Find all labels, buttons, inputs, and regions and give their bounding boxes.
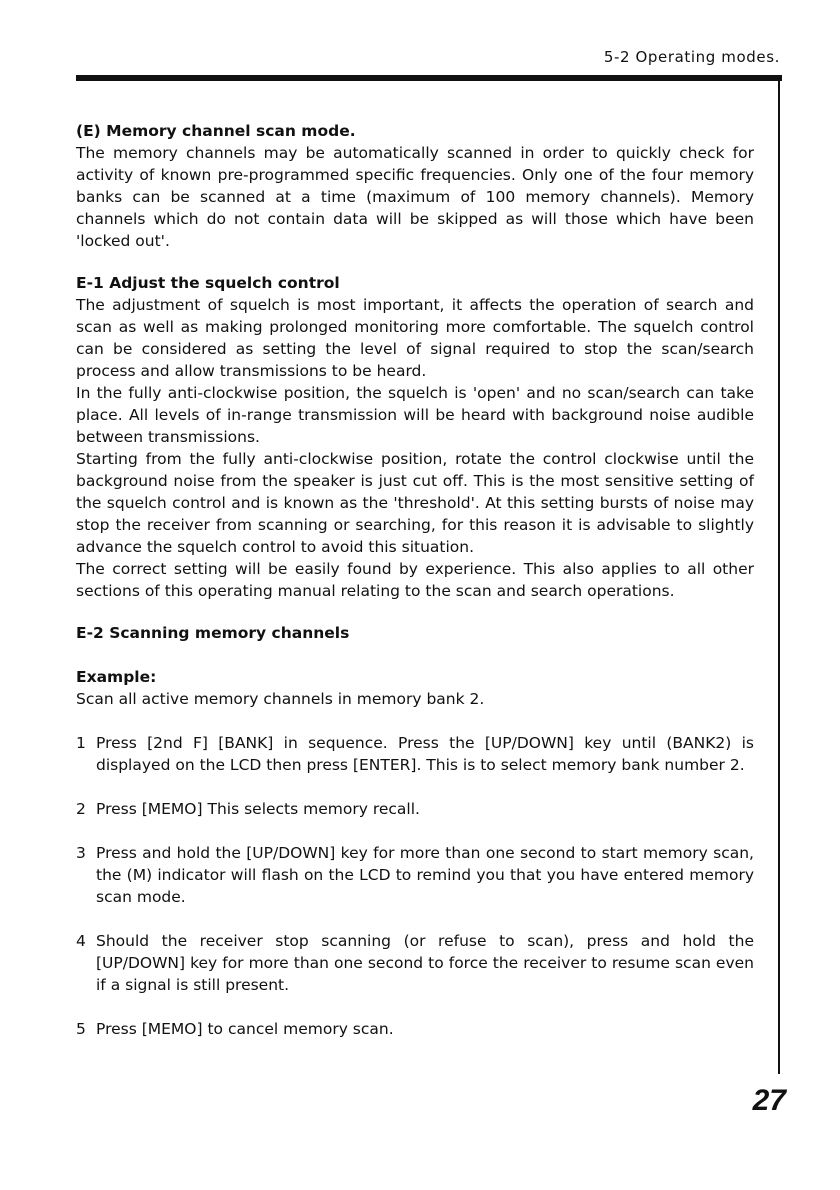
- step-text: Should the receiver stop scanning (or refuse to scan), press and hold the [UP/DOWN] key for more than one second to force the receiver to resume scan even if a signal is still present.: [96, 932, 754, 994]
- step-item-3: [76, 842, 754, 908]
- section-e-heading: (E) Memory channel scan mode.: [76, 122, 356, 140]
- section-e1-heading: E-1 Adjust the squelch control: [76, 274, 340, 292]
- page-content: [76, 120, 754, 1040]
- section-e1-paragraph-4: The correct setting will be easily found by experience. This also applies to all other sections of this operating manual relating to the scan and search operations.: [76, 560, 754, 600]
- section-e1-paragraph-2: In the fully anti-clockwise position, the squelch is 'open' and no scan/search can take place. All levels of in-range transmission will be heard with background noise audible between transmissions.: [76, 384, 754, 446]
- step-item-5: [76, 1018, 754, 1040]
- section-e2-heading: E-2 Scanning memory channels: [76, 624, 350, 642]
- right-margin-rule: [778, 80, 780, 1074]
- example-text: Scan all active memory channels in memory bank 2.: [76, 690, 485, 708]
- page-header-title: 5-2 Operating modes.: [603, 48, 780, 66]
- example-label: Example:: [76, 668, 157, 686]
- section-e1-paragraph-3: Starting from the fully anti-clockwise position, rotate the control clockwise until the background noise from the speaker is just cut off. This is the most sensitive setting of the squelch control and is known as the 'threshold'. At this setting bursts of noise may stop the receiver from scanning or searching, for this reason it is advisable to slightly advance the squelch control to avoid this situation.: [76, 450, 754, 556]
- page-number: 27: [752, 1084, 786, 1117]
- step-text: Press [MEMO] to cancel memory scan.: [96, 1020, 394, 1038]
- step-number: 1: [76, 734, 86, 752]
- step-text: Press [MEMO] This selects memory recall.: [96, 800, 420, 818]
- step-number: 5: [76, 1020, 86, 1038]
- section-e1-paragraph-1: The adjustment of squelch is most important, it affects the operation of search and scan as well as making prolonged monitoring more comfortable. The squelch control can be considered as setting the level of signal required to stop the scan/search process and allow transmissions to be heard.: [76, 296, 754, 380]
- step-number: 3: [76, 844, 86, 862]
- step-item-4: [76, 930, 754, 996]
- step-item-1: [76, 732, 754, 776]
- header-rule: [76, 75, 782, 81]
- step-text: Press and hold the [UP/DOWN] key for more than one second to start memory scan, the (M) indicator will flash on the LCD to remind you that you have entered memory scan mode.: [96, 844, 754, 906]
- step-number: 2: [76, 800, 86, 818]
- step-text: Press [2nd F] [BANK] in sequence. Press the [UP/DOWN] key until (BANK2) is displayed on the LCD then press [ENTER]. This is to select memory bank number 2.: [96, 734, 754, 774]
- step-number: 4: [76, 932, 86, 950]
- section-e-intro: The memory channels may be automatically scanned in order to quickly check for activity of known pre-programmed specific frequencies. Only one of the four memory banks can be scanned at a time (maximum of 100 memory channels). Memory channels which do not contain data will be skipped as will those which have been 'locked out'.: [76, 144, 754, 250]
- step-item-2: [76, 798, 754, 820]
